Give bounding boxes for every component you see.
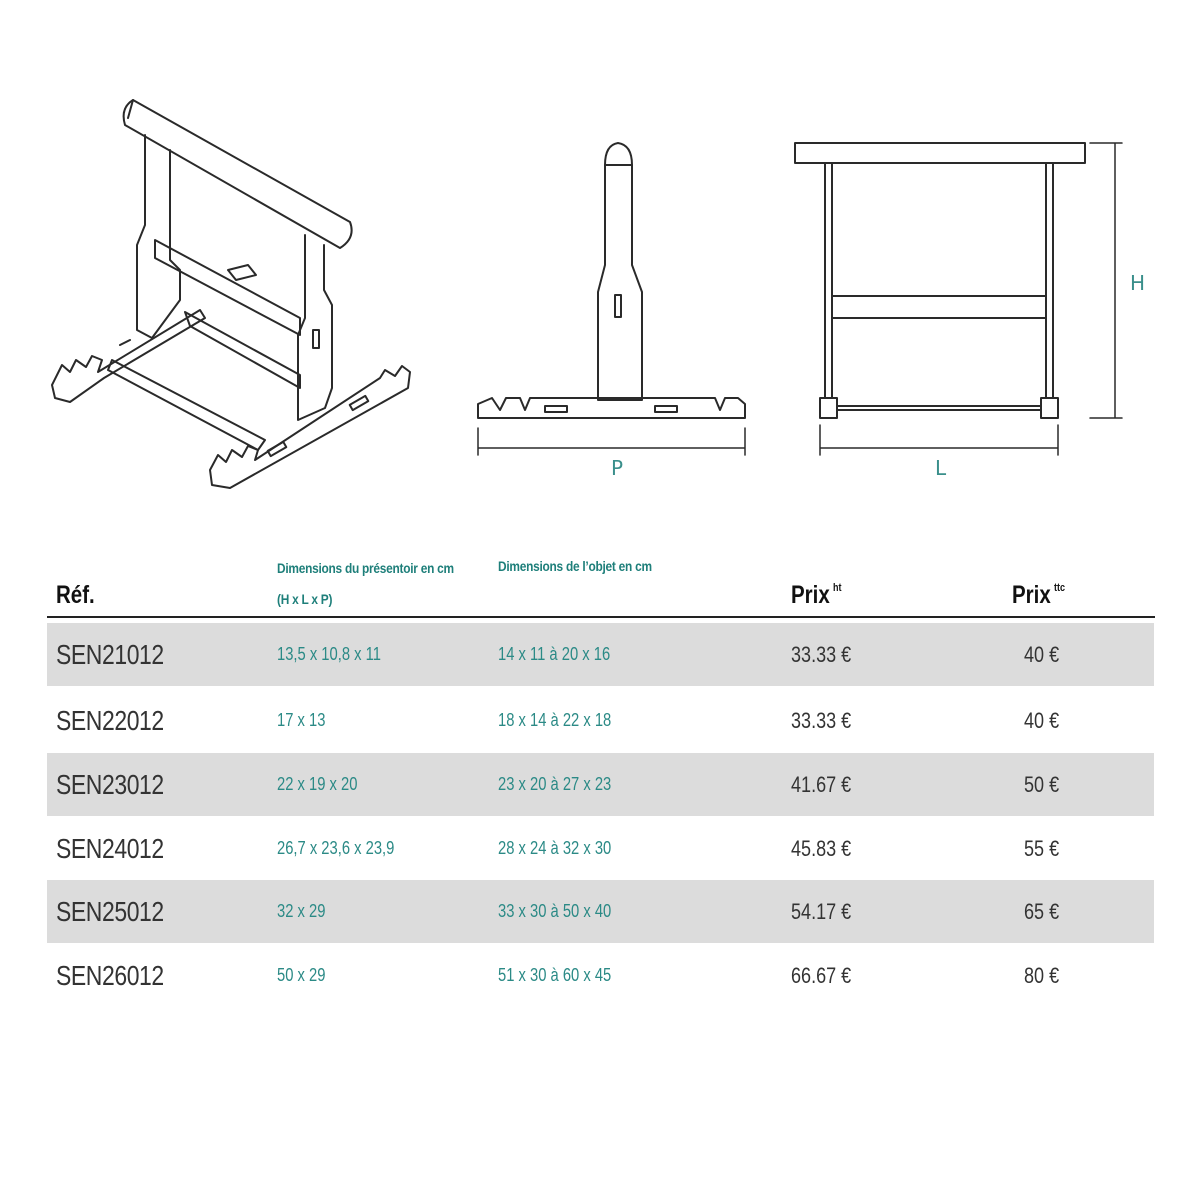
prix-ht-cell: 41.67 € <box>791 772 852 797</box>
dim-presentoir-header-line1: Dimensions du présentoir en cm <box>277 560 454 576</box>
isometric-view-drawing <box>52 100 410 488</box>
prix-ttc-cell: 40 € <box>1024 642 1060 667</box>
ref-cell: SEN22012 <box>56 705 164 736</box>
dim-objet-cell: 28 x 24 à 32 x 30 <box>498 838 612 858</box>
dim-presentoir-cell: 22 x 19 x 20 <box>277 774 358 794</box>
depth-label: P <box>611 456 624 480</box>
header-rule <box>47 616 1155 618</box>
prix-ht-cell: 33.33 € <box>791 708 852 733</box>
ref-cell: SEN21012 <box>56 639 164 670</box>
prix-ht-cell: 33.33 € <box>791 642 852 667</box>
dim-objet-cell: 51 x 30 à 60 x 45 <box>498 965 612 985</box>
dim-objet-cell: 18 x 14 à 22 x 18 <box>498 710 612 730</box>
dim-objet-cell: 14 x 11 à 20 x 16 <box>498 644 611 664</box>
ref-cell: SEN23012 <box>56 769 164 800</box>
ref-column-header: Réf. <box>56 581 95 609</box>
prix-ttc-cell: 40 € <box>1024 708 1060 733</box>
ref-cell: SEN24012 <box>56 833 164 864</box>
dim-presentoir-cell: 50 x 29 <box>277 965 326 985</box>
prix-ht-header: Prix $^{ht}$ <box>791 581 842 609</box>
prix-ttc-cell: 55 € <box>1024 836 1060 861</box>
width-label: L <box>935 456 947 480</box>
front-view-drawing <box>795 143 1122 455</box>
table-row <box>47 753 1154 816</box>
height-label: H <box>1130 271 1146 295</box>
prix-ttc-cell: 50 € <box>1024 772 1060 797</box>
ref-cell: SEN26012 <box>56 960 164 991</box>
table-row <box>47 817 1154 880</box>
dim-objet-cell: 23 x 20 à 27 x 23 <box>498 774 612 794</box>
prix-ttc-cell: 65 € <box>1024 899 1060 924</box>
dim-presentoir-cell: 32 x 29 <box>277 901 326 921</box>
dim-presentoir-cell: 13,5 x 10,8 x 11 <box>277 644 381 664</box>
dim-objet-cell: 33 x 30 à 50 x 40 <box>498 901 612 921</box>
table-row <box>47 880 1154 943</box>
dim-presentoir-header-line2: (H x L x P) <box>277 591 333 607</box>
side-view-drawing <box>478 143 745 455</box>
product-drawings <box>0 0 1200 520</box>
table-row <box>47 623 1154 686</box>
table-row <box>47 944 1154 1007</box>
prix-ttc-header: Prix $^{ttc}$ <box>1012 581 1066 609</box>
prix-ht-cell: 54.17 € <box>791 899 852 924</box>
dim-objet-header: Dimensions de l’objet en cm <box>498 558 652 574</box>
prix-ht-cell: 45.83 € <box>791 836 852 861</box>
drawings-svg <box>0 0 1200 520</box>
prix-ttc-cell: 80 € <box>1024 963 1060 988</box>
dim-presentoir-cell: 17 x 13 <box>277 710 326 730</box>
prix-ht-cell: 66.67 € <box>791 963 852 988</box>
table-row <box>47 689 1154 752</box>
ref-cell: SEN25012 <box>56 896 164 927</box>
dim-presentoir-cell: 26,7 x 23,6 x 23,9 <box>277 838 395 858</box>
